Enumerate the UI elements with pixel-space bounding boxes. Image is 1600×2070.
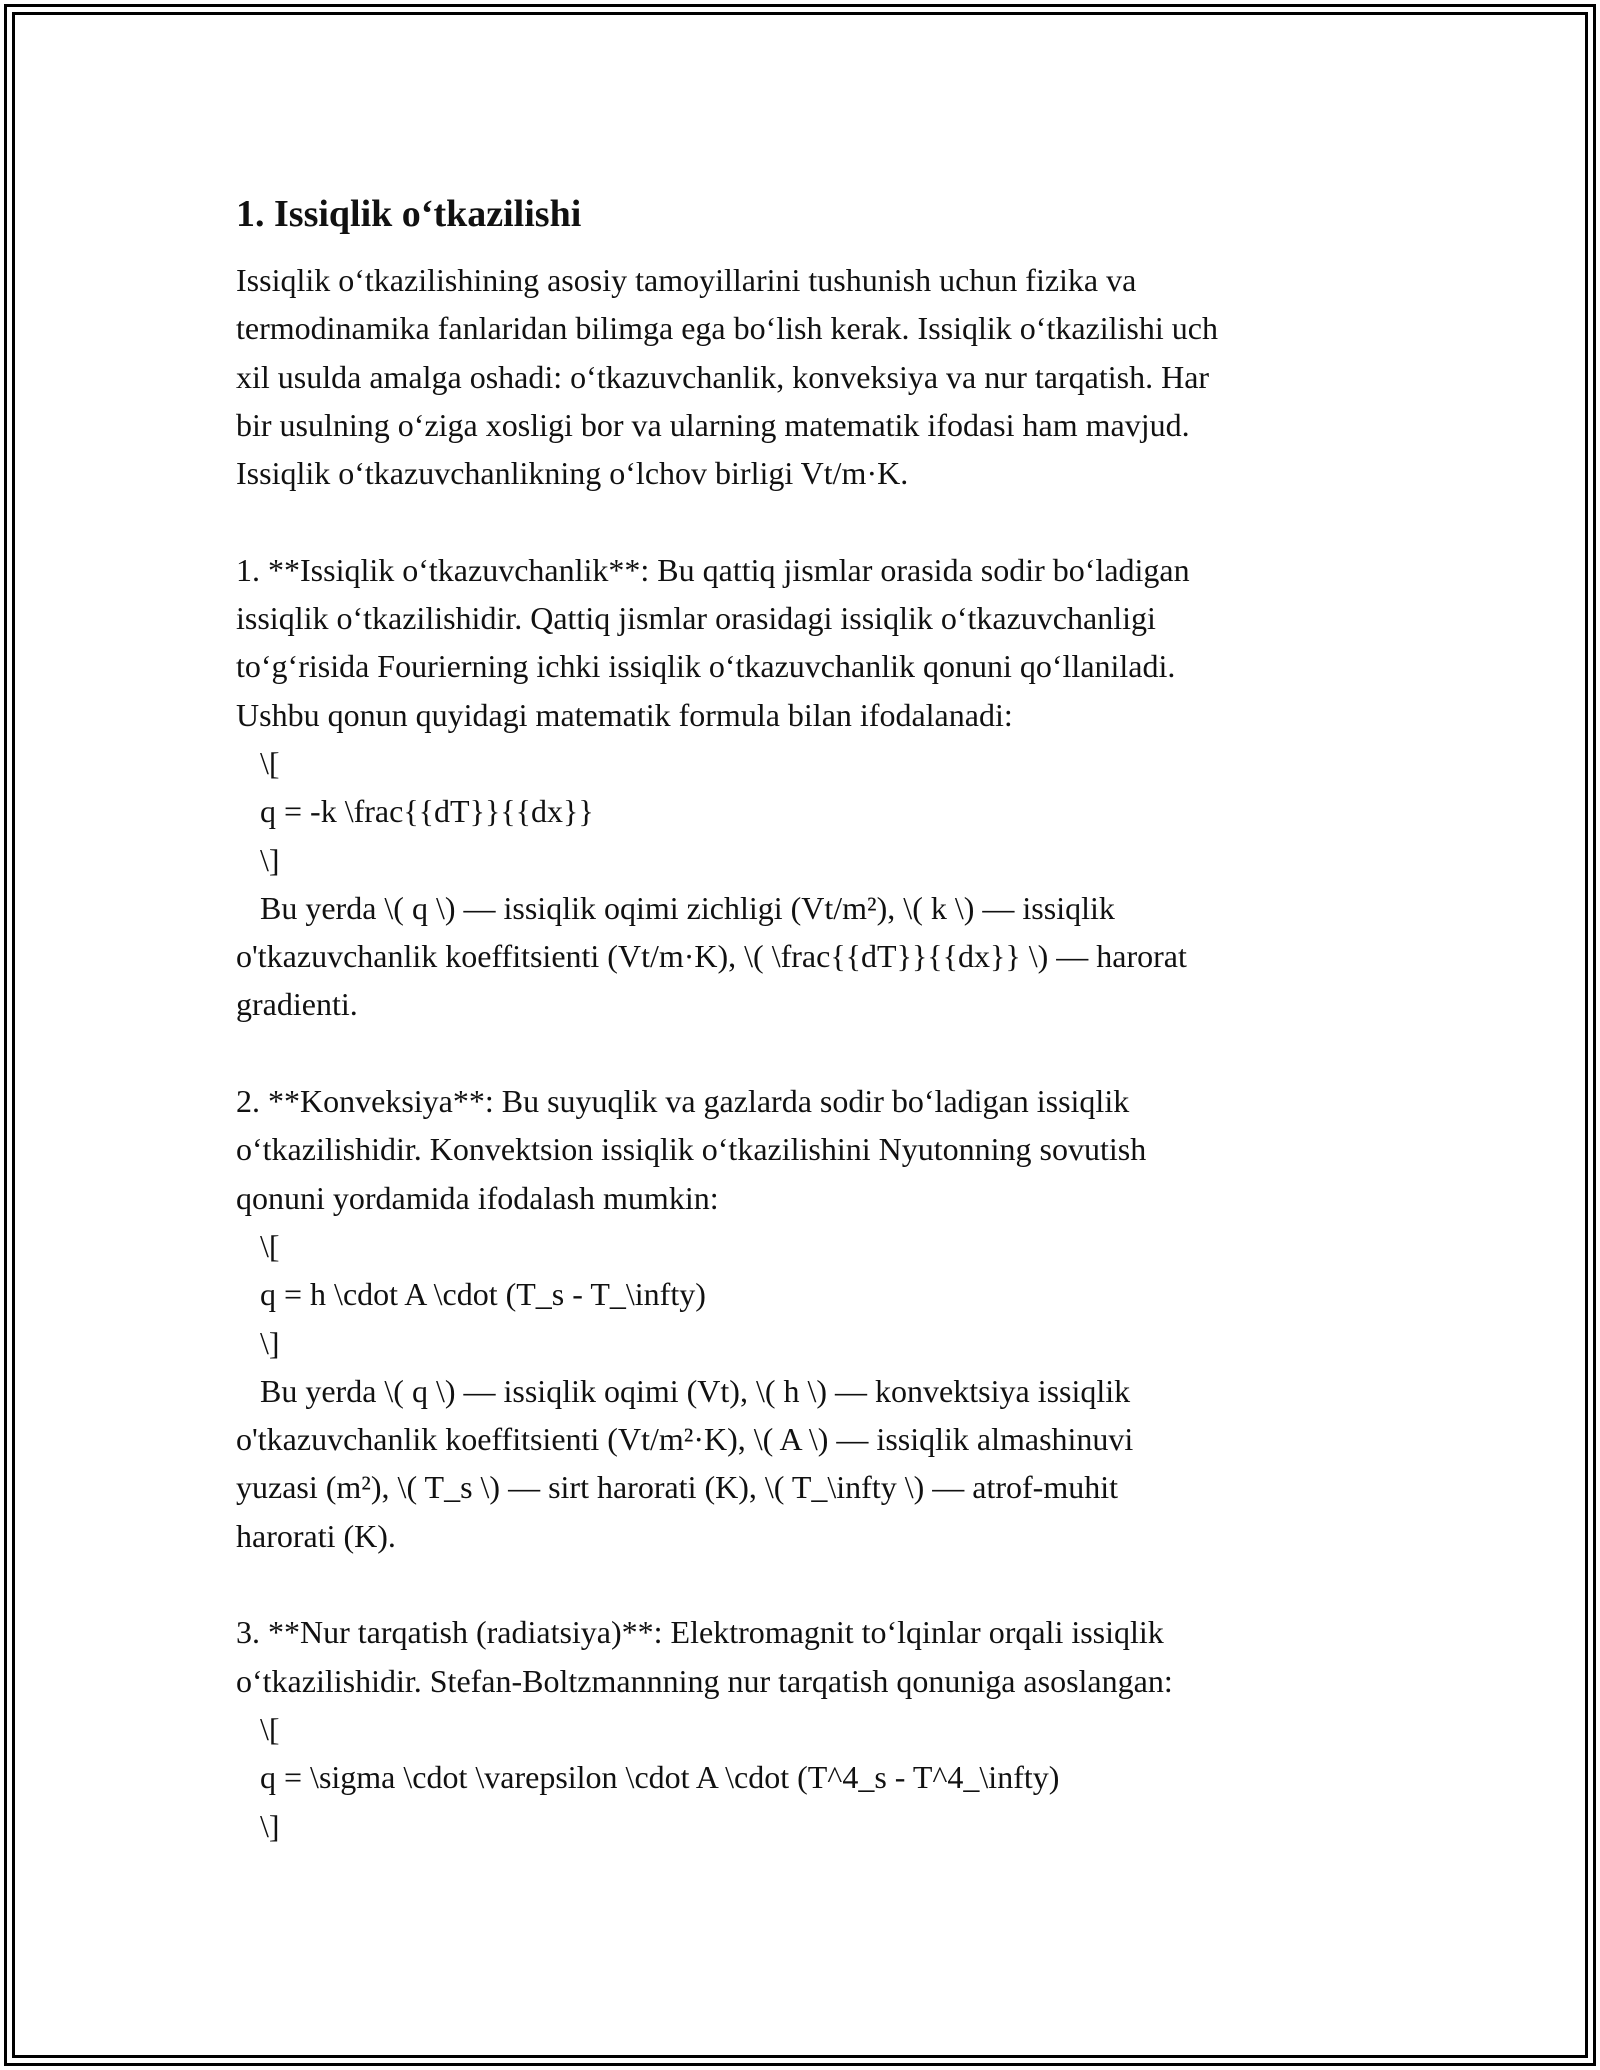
section-heading: 1. Issiqlik o‘tkazilishi <box>236 193 582 235</box>
body-text: Issiqlik o‘tkazilishining asosiy tamoyillarini tushunish uchun fizika va termodinamika fanlaridan bilimga ega bo‘lish kerak. Issiqlik o‘tkazilishi uch xil usulda amalga oshadi: o‘tkazuvchanlik, konveksiya va nur tarqatish. Har bir usulning o‘ziga xosligi bor va ularning matematik ifodasi ham mavjud. Issiqlik o‘tkazuvchanlikning o‘lchov birligi Vt/m·K. 1. **Issiqlik o‘tkazuvchanlik**: Bu qattiq jismlar orasida sodir bo‘ladigan issiqlik o‘tkazilishidir. Qattiq jismlar orasidagi issiqlik o‘tkazuvchanligi to‘g‘risida Fourierning ichki issiqlik o‘tkazuvchanlik qonuni qo‘llaniladi. Ushbu qonun quyidagi matematik formula bilan ifodalanadi: \[ q = -k \frac{{dT}}{{dx}} \] Bu yerda \( q \) — issiqlik oqimi zichligi (Vt/m²), \( k \) — issiqlik o'tkazuvchanlik koeffitsienti (Vt/m·K), \( \frac{{dT}}{{dx}} \) — harorat gradienti. 2. **Konveksiya**: Bu suyuqlik va gazlarda sodir bo‘ladigan issiqlik o‘tkazilishidir. Konvektsion issiqlik o‘tkazilishini Nyutonning sovutish qonuni yordamida ifodalash mumkin: \[ q = h \cdot A \cdot (T_s - T_\infty) \] Bu yerda \( q \) — issiqlik oqimi (Vt), \( h \) — konvektsiya issiqlik o'tkazuvchanlik koeffitsienti (Vt/m²·K), \( A \) — issiqlik almashinuvi yuzasi (m²), \( T_s \) — sirt harorati (K), \( T_\infty \) — atrof-muhit harorati (K). 3. **Nur tarqatish (radiatsiya)**: Elektromagnit to‘lqinlar orqali issiqlik o‘tkazilishidir. Stefan-Boltzmannning nur tarqatish qonuniga asoslangan: \[ q = \sigma \cdot \varepsilon \cdot A \cdot (T^4_s - T^4_\infty) \] <box>236 262 1218 1844</box>
document-content <box>236 186 1376 1850</box>
